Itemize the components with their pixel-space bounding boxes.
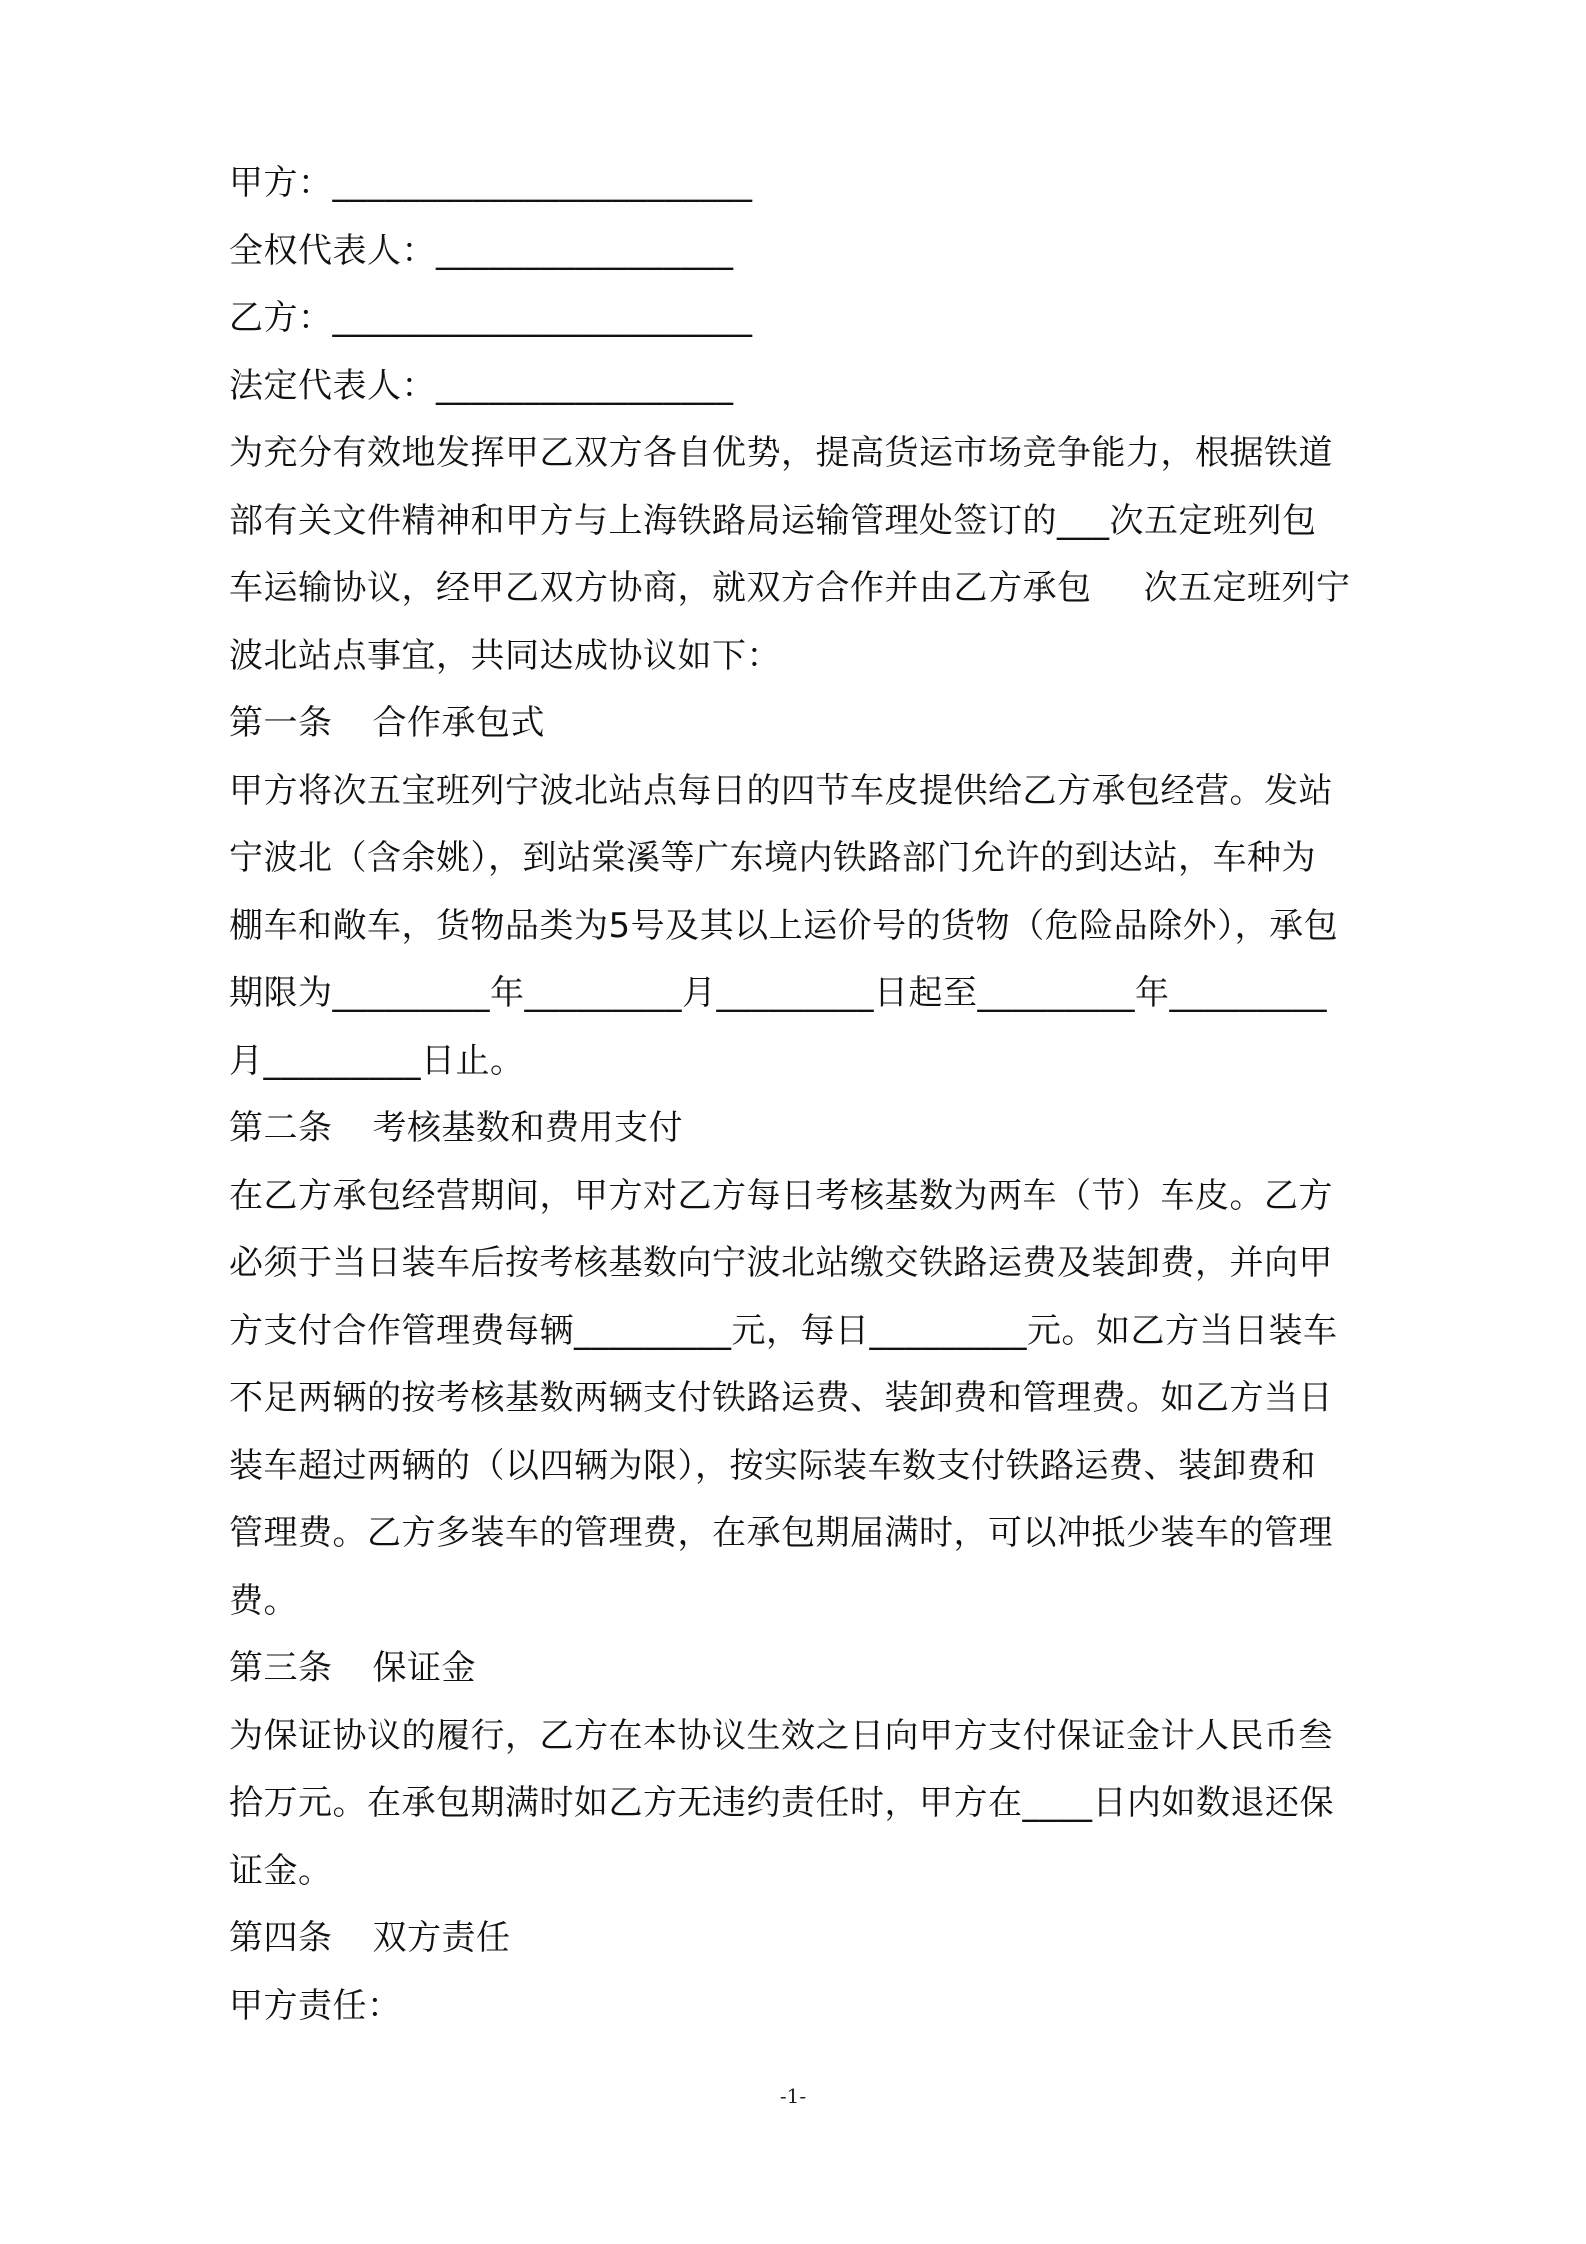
preamble-text: 次五定班列宁 bbox=[1143, 568, 1351, 608]
article-1-line: 期限为_________年_________月_________日起至_________年_________ bbox=[229, 973, 1327, 1013]
article-number: 第三条 bbox=[229, 1648, 333, 1688]
article-3-line: 证金。 bbox=[229, 1850, 333, 1891]
article-2-line: 管理费。乙方多装车的管理费，在承包期届满时，可以冲抵少装车的管理 bbox=[229, 1513, 1333, 1553]
document-body bbox=[229, 150, 1449, 2040]
article-2-line: 费。 bbox=[229, 1580, 298, 1621]
preamble-line: 部有关文件精神和甲方与上海铁路局运输管理处签订的___次五定班列包 bbox=[229, 500, 1317, 541]
article-2-heading bbox=[229, 1095, 1449, 1163]
article-3-heading bbox=[229, 1635, 1449, 1703]
preamble-line: 为充分有效地发挥甲乙双方各自优势，提高货运市场竞争能力，根据铁道 bbox=[229, 433, 1333, 473]
article-3-line: 为保证协议的履行，乙方在本协议生效之日向甲方支付保证金计人民币叁 bbox=[229, 1715, 1333, 1756]
article-title: 合作承包式 bbox=[372, 703, 545, 743]
article-1-line: 棚车和敞车，货物品类为5号及其以上运价号的货物（危险品除外），承包 bbox=[229, 905, 1339, 946]
article-number: 第二条 bbox=[229, 1108, 333, 1148]
article-1-heading bbox=[229, 690, 1449, 758]
article-number: 第四条 bbox=[229, 1918, 333, 1958]
party-b-line: 乙方：________________________ bbox=[229, 298, 753, 338]
preamble-line bbox=[229, 555, 1449, 623]
article-title: 保证金 bbox=[372, 1648, 476, 1688]
article-1-line: 宁波北（含余姚），到站棠溪等广东境内铁路部门允许的到达站，车种为 bbox=[229, 838, 1316, 878]
article-4-line: 甲方责任： bbox=[229, 1985, 402, 2026]
article-2-line: 方支付合作管理费每辆_________元，每日_________元。如乙方当日装车 bbox=[229, 1310, 1338, 1351]
party-b-legal-representative-line: 法定代表人：_________________ bbox=[229, 365, 734, 406]
party-a-line: 甲方：________________________ bbox=[229, 163, 753, 203]
article-title: 双方责任 bbox=[372, 1918, 511, 1958]
article-1-line: 甲方将次五宝班列宁波北站点每日的四节车皮提供给乙方承包经营。发站 bbox=[229, 770, 1333, 811]
preamble-line: 波北站点事宜，共同达成协议如下： bbox=[229, 635, 781, 676]
article-title: 考核基数和费用支付 bbox=[372, 1108, 683, 1148]
article-2-line: 装车超过两辆的（以四辆为限），按实际装车数支付铁路运费、装卸费和 bbox=[229, 1445, 1316, 1486]
article-3-line: 拾万元。在承包期满时如乙方无违约责任时，甲方在____日内如数退还保 bbox=[229, 1783, 1334, 1823]
page-number: -1- bbox=[779, 2084, 807, 2108]
article-2-line: 不足两辆的按考核基数两辆支付铁路运费、装卸费和管理费。如乙方当日 bbox=[229, 1378, 1333, 1418]
article-4-heading bbox=[229, 1905, 1449, 1973]
preamble-text: 车运输协议，经甲乙双方协商，就双方合作并由乙方承包 bbox=[229, 568, 1092, 608]
article-2-line: 在乙方承包经营期间，甲方对乙方每日考核基数为两车（节）车皮。乙方 bbox=[229, 1175, 1333, 1216]
article-2-line: 必须于当日装车后按考核基数向宁波北站缴交铁路运费及装卸费，并向甲 bbox=[229, 1243, 1333, 1283]
article-number: 第一条 bbox=[229, 703, 333, 743]
party-a-representative-line: 全权代表人：_________________ bbox=[229, 230, 734, 271]
article-1-line: 月_________日止。 bbox=[229, 1040, 525, 1081]
